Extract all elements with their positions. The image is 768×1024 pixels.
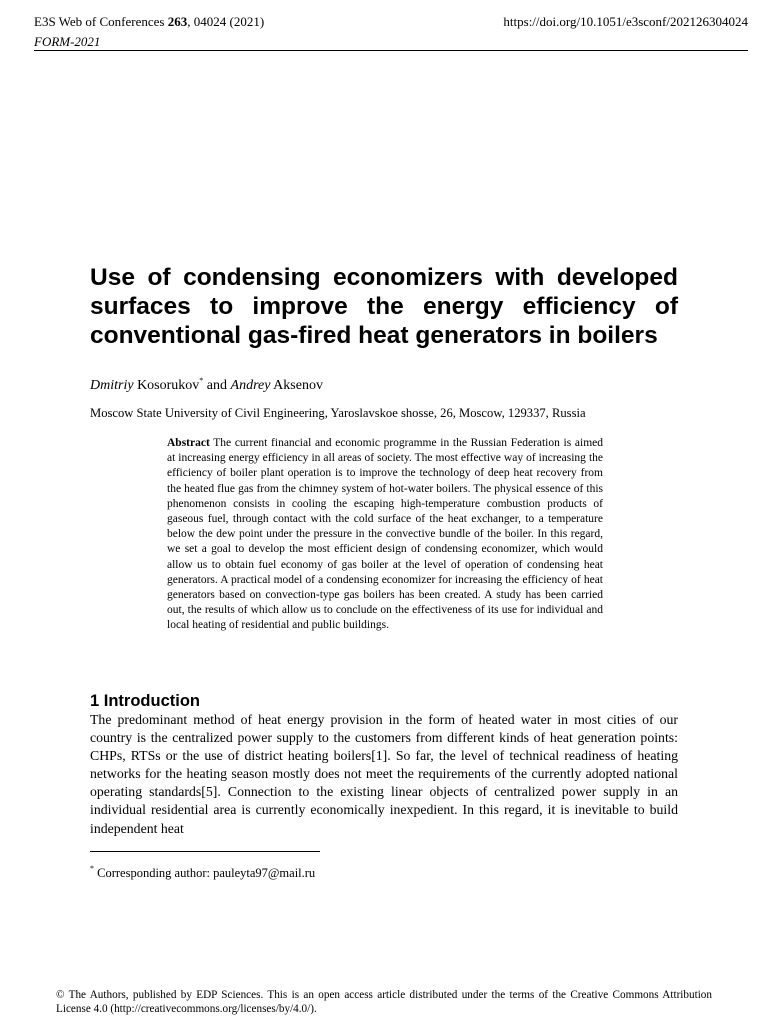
abstract-text: The current financial and economic programme in the Russian Federation is aimed at increasing energy efficiency in all areas of society. The most effective way of increasing the efficiency of boiler plant operation is to improve the technology of deep heat recovery from the heated flue gas from the chimney system of hot-water boilers. The physical essence of this phenomenon consists in cooling the escaping high-temperature combustion products of gaseous fuel, through contact with the cold surface of the heat exchanger, to a temperature below the dew point under the pressure in the convective bundle of the boiler. In this regard, we set a goal to develop the most efficient design of condensing economizer, which would allow us to obtain fuel economy of gas boiler at the level of operation of condensing heat generators. A practical model of a condensing economizer for increasing the efficiency of heat generators based on convection-type gas boilers has been created. A study has been carried out, the results of which allow us to conclude on the effectiveness of its use for individual and local heating of residential and public buildings. — [167, 437, 603, 632]
doi-link[interactable]: https://doi.org/10.1051/e3sconf/202126304024 — [503, 14, 748, 29]
abstract — [167, 436, 603, 634]
author2-family-name: Aksenov — [273, 378, 323, 393]
author-affiliation: Moscow State University of Civil Engineering, Yaroslavskoe shosse, 26, Moscow, 129337, Russia — [90, 406, 586, 420]
header-divider — [34, 50, 748, 51]
journal-citation — [34, 12, 264, 32]
article-number: , 04024 (2021) — [187, 14, 265, 29]
paper-title: Use of condensing economizers with developed surfaces to improve the energy efficiency of conventional gas-fired heat generators in boilers — [90, 264, 678, 349]
introduction-paragraph: The predominant method of heat energy provision in the form of heated water in most cities of our country is the centralized power supply to the customers from different kinds of heat generation points: CHPs, RTSs or the use of district heating boilers[1]. So far, the level of technical readiness of heating networks for the heating season mostly does not meet the requirements of the currently adopted national operating standards[5]. Connection to the existing linear objects of centralized power supply in an individual residential area is currently economically inexpedient. In this regard, it is inevitable to build independent heat — [90, 712, 678, 836]
conference-series: FORM-2021 — [34, 34, 101, 49]
license-footer: © The Authors, published by EDP Sciences. This is an open access article distributed under the terms of the Creative Commons Attribution License 4.0 (http://creativecommons.org/licenses/by/4.0/). — [56, 989, 712, 1015]
journal-volume: 263 — [167, 14, 188, 29]
running-header — [34, 12, 264, 52]
corresponding-author-mark: * — [199, 376, 204, 385]
author-conjunction: and — [206, 378, 228, 393]
author1-family-name: Kosorukov — [137, 378, 200, 393]
journal-name: E3S Web of Conferences — [34, 14, 165, 29]
author1-given-name: Dmitriy — [90, 378, 134, 393]
footnote — [90, 861, 315, 881]
author2-given-name: Andrey — [230, 378, 271, 393]
footnote-divider — [90, 851, 320, 852]
abstract-label: Abstract — [167, 437, 210, 449]
introduction-heading: 1 Introduction — [90, 692, 200, 710]
footnote-text: Corresponding author: pauleyta97@mail.ru — [97, 866, 316, 880]
author-line — [90, 372, 323, 395]
footnote-mark: * — [90, 864, 94, 873]
